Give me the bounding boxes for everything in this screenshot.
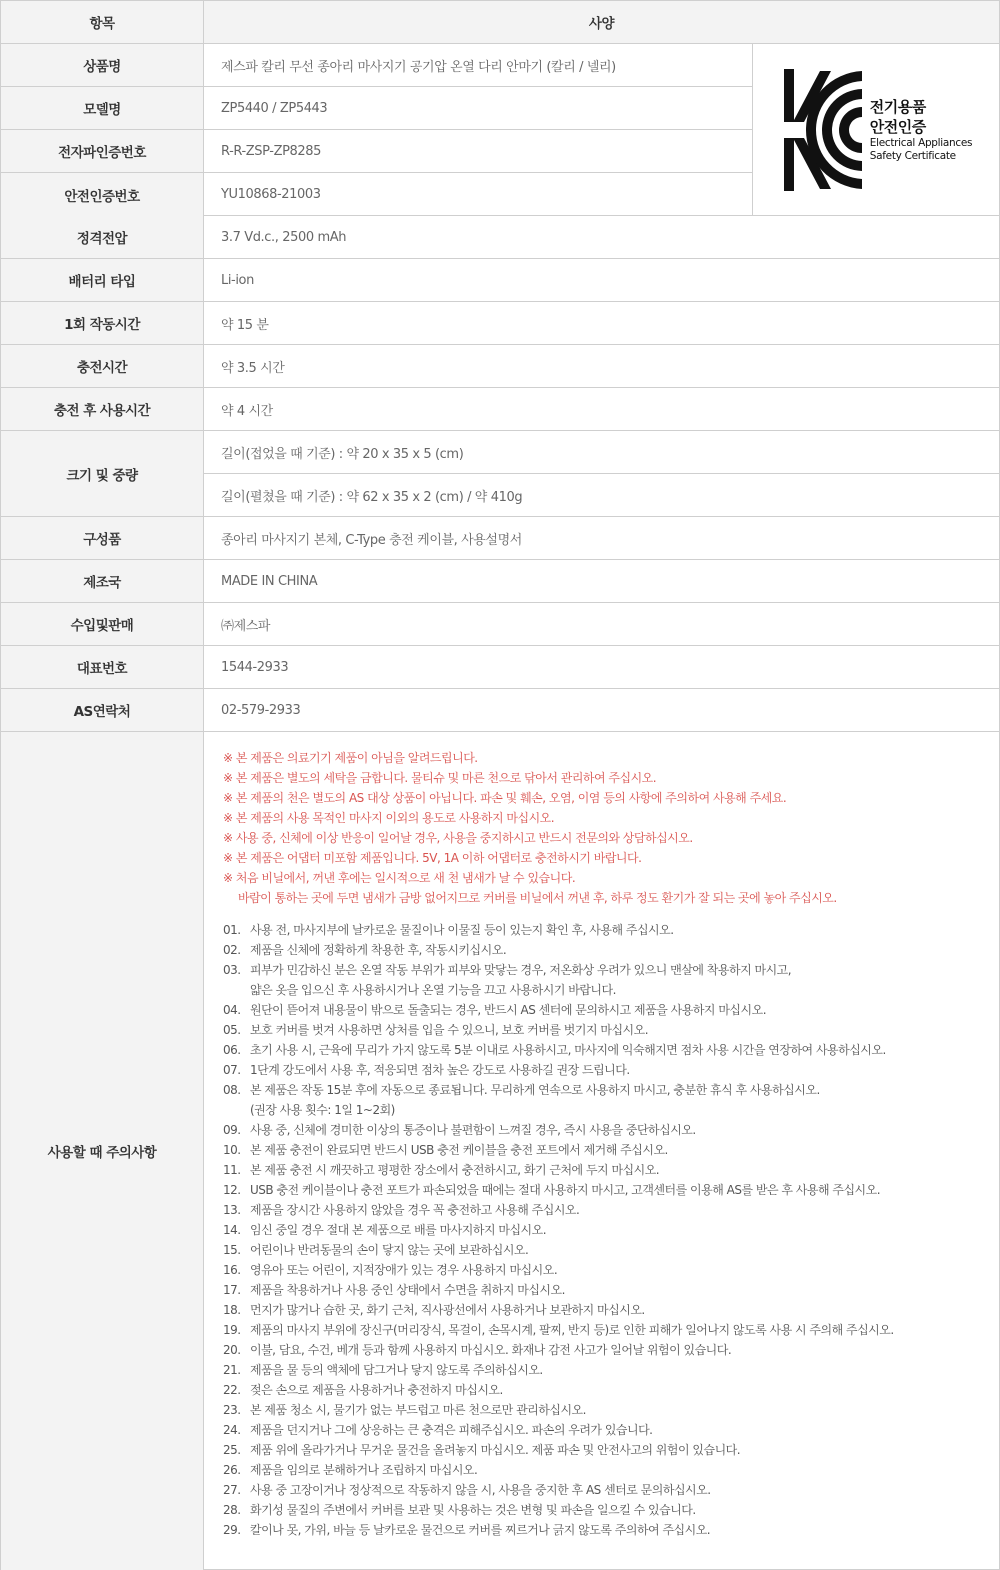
- note-item: [223, 1020, 999, 1040]
- note-text: 칼이나 못, 가위, 바늘 등 날카로운 물건으로 커버를 찌르거나 긁지 않도록 주의하여 주십시오.: [250, 1523, 711, 1537]
- note-number: 25.: [223, 1443, 241, 1457]
- kc-en-1: Electrical Appliances: [869, 136, 973, 149]
- note-item: [223, 1240, 999, 1260]
- table-row: [1, 302, 1000, 345]
- note-text: USB 충전 케이블이나 충전 포트가 파손되었을 때에는 절대 사용하지 마시고, 고객센터를 이용해 AS를 받은 후 사용해 주십시오.: [250, 1183, 881, 1197]
- notes-list: [223, 920, 999, 1540]
- note-text: 제품을 신체에 정확하게 착용한 후, 작동시키십시오.: [250, 943, 507, 957]
- note-item: [223, 1320, 999, 1340]
- note-text: 제품을 착용하거나 사용 중인 상태에서 수면을 취하지 마십시오.: [250, 1283, 565, 1297]
- row-value: R-R-ZSP-ZP8285: [204, 130, 753, 172]
- note-number: 11.: [223, 1163, 241, 1177]
- note-item: [223, 1380, 999, 1400]
- table-row: [1, 87, 753, 130]
- warning-item: ※ 본 제품은 별도의 세탁을 금합니다. 물티슈 및 마른 천으로 닦아서 관리하여 주십시오.: [223, 771, 657, 785]
- note-item: [223, 1040, 999, 1060]
- row-value: ㈜제스파: [204, 603, 1000, 645]
- row-label: 크기 및 중량: [1, 431, 204, 516]
- note-number: 02.: [223, 943, 241, 957]
- header-spec: 사양: [204, 1, 1000, 43]
- note-item: [223, 1000, 999, 1020]
- note-number: 09.: [223, 1123, 241, 1137]
- caution-body: [204, 732, 1000, 1569]
- kc-title-1: 전기용품: [869, 97, 926, 116]
- note-number: 13.: [223, 1203, 241, 1217]
- note-text: 1단계 강도에서 사용 후, 적응되면 점차 높은 강도로 사용하길 권장 드립니다.: [250, 1063, 630, 1077]
- row-label: 수입및판매: [1, 603, 204, 645]
- warning-item: ※ 본 제품은 어댑터 미포함 제품입니다. 5V, 1A 이하 어댑터로 충전하시기 바랍니다.: [223, 851, 642, 865]
- note-number: 17.: [223, 1283, 241, 1297]
- row-label: 제조국: [1, 560, 204, 602]
- kc-mark-cell: [753, 44, 1000, 215]
- note-number: 24.: [223, 1423, 241, 1437]
- note-text: 젖은 손으로 제품을 사용하거나 충전하지 마십시오.: [250, 1383, 503, 1397]
- kc-text: [870, 97, 972, 163]
- note-text: 제품을 던지거나 그에 상응하는 큰 충격은 피해주십시오. 파손의 우려가 있습니다.: [250, 1423, 653, 1437]
- size-folded: 길이(접었을 때 기준) : 약 20 x 35 x 5 (cm): [204, 431, 999, 474]
- note-item: [223, 1200, 999, 1220]
- table-row: [1, 560, 1000, 603]
- note-item: [223, 1140, 999, 1160]
- note-text: 영유아 또는 어린이, 지적장애가 있는 경우 사용하지 마십시오.: [250, 1263, 558, 1277]
- row-value: 약 15 분: [204, 302, 1000, 344]
- table-row: [1, 345, 1000, 388]
- table-row: [1, 603, 1000, 646]
- note-item: [223, 1080, 999, 1100]
- warning-item: ※ 처음 비닐에서, 꺼낸 후에는 일시적으로 새 천 냄새가 날 수 있습니다.: [223, 871, 576, 885]
- note-number: 04.: [223, 1003, 241, 1017]
- note-text: 본 제품 충전 시 깨끗하고 평평한 장소에서 충전하시고, 화기 근처에 두지 마십시오.: [250, 1163, 660, 1177]
- kc-block: [1, 44, 1000, 216]
- note-item: [223, 1340, 999, 1360]
- size-values: [204, 431, 1000, 516]
- note-text-cont: 얇은 옷을 입으신 후 사용하시거나 온열 기능을 끄고 사용하시기 바랍니다.: [250, 983, 616, 997]
- note-number: 19.: [223, 1323, 241, 1337]
- table-row: [1, 646, 1000, 689]
- table-row: [1, 388, 1000, 431]
- note-number: 23.: [223, 1403, 241, 1417]
- row-value: 1544-2933: [204, 646, 1000, 688]
- row-label: 구성품: [1, 517, 204, 559]
- warning-item: ※ 사용 중, 신체에 이상 반응이 일어날 경우, 사용을 중지하시고 반드시 전문의와 상담하십시오.: [223, 831, 693, 845]
- warning-item: ※ 본 제품의 사용 목적인 마사지 이외의 용도로 사용하지 마십시오.: [223, 811, 555, 825]
- row-value: Li-ion: [204, 259, 1000, 301]
- note-text: 사용 전, 마사지부에 날카로운 물질이나 이물질 등이 있는지 확인 후, 사용해 주십시오.: [250, 923, 674, 937]
- kc-mark: [780, 69, 972, 191]
- row-value: 약 3.5 시간: [204, 345, 1000, 387]
- note-text: 먼지가 많거나 습한 곳, 화기 근처, 직사광선에서 사용하거나 보관하지 마십시오.: [250, 1303, 645, 1317]
- note-number: 29.: [223, 1523, 241, 1537]
- note-number: 03.: [223, 963, 241, 977]
- table-row: [1, 130, 753, 173]
- note-number: 08.: [223, 1083, 241, 1097]
- warning-item-cont: 바람이 통하는 곳에 두면 냄새가 금방 없어지므로 커버를 비닐에서 꺼낸 후, 하루 정도 환기가 잘 되는 곳에 놓아 주십시오.: [238, 891, 837, 905]
- row-label: 정격전압: [1, 216, 204, 258]
- note-item: [223, 1420, 999, 1440]
- table-row: [1, 689, 1000, 732]
- warnings-list: [223, 748, 999, 908]
- note-number: 20.: [223, 1343, 241, 1357]
- row-value: 3.7 Vd.c., 2500 mAh: [204, 216, 1000, 258]
- note-item: [223, 1520, 999, 1540]
- header-item: 항목: [1, 1, 204, 43]
- note-number: 10.: [223, 1143, 241, 1157]
- row-label: 사용할 때 주의사항: [1, 732, 204, 1570]
- row-value: MADE IN CHINA: [204, 560, 1000, 602]
- note-text: 원단이 뜯어져 내용물이 밖으로 돌출되는 경우, 반드시 AS 센터에 문의하시고 제품을 사용하지 마십시오.: [250, 1003, 767, 1017]
- size-row: [1, 431, 1000, 517]
- row-label: AS연락처: [1, 689, 204, 731]
- table-row: [1, 173, 753, 216]
- row-value: 02-579-2933: [204, 689, 1000, 731]
- note-number: 05.: [223, 1023, 241, 1037]
- note-text: 제품을 물 등의 액체에 담그거나 닿지 않도록 주의하십시오.: [250, 1363, 543, 1377]
- note-number: 07.: [223, 1063, 241, 1077]
- table-row: [1, 44, 753, 87]
- row-label: 모델명: [1, 87, 204, 129]
- note-number: 01.: [223, 923, 241, 937]
- note-text-cont: (권장 사용 횟수: 1일 1~2회): [250, 1103, 395, 1117]
- warning-item: ※ 본 제품은 의료기기 제품이 아님을 알려드립니다.: [223, 751, 478, 765]
- note-text: 본 제품 충전이 완료되면 반드시 USB 충전 케이블을 충전 포트에서 제거해 주십시오.: [250, 1143, 668, 1157]
- row-label: 안전인증번호: [1, 173, 204, 216]
- note-item: [223, 1360, 999, 1380]
- row-value: 약 4 시간: [204, 388, 1000, 430]
- note-number: 21.: [223, 1363, 241, 1377]
- note-text: 초기 사용 시, 근육에 무리가 가지 않도록 5분 이내로 사용하시고, 마사지에 익숙해지면 점차 사용 시간을 연장하여 사용하십시오.: [250, 1043, 886, 1057]
- note-item: [223, 1400, 999, 1420]
- caution-row: [1, 732, 1000, 1570]
- row-value: 종아리 마사지기 본체, C-Type 충전 케이블, 사용설명서: [204, 517, 1000, 559]
- row-label: 전자파인증번호: [1, 130, 204, 172]
- note-number: 27.: [223, 1483, 241, 1497]
- table-row: [1, 517, 1000, 560]
- note-item: [223, 1260, 999, 1280]
- row-value: ZP5440 / ZP5443: [204, 87, 753, 129]
- note-text: 본 제품은 작동 15분 후에 자동으로 종료됩니다. 무리하게 연속으로 사용하지 마시고, 충분한 휴식 후 사용하십시오.: [250, 1083, 820, 1097]
- note-item: [223, 1160, 999, 1180]
- note-item: [223, 1460, 999, 1480]
- note-number: 06.: [223, 1043, 241, 1057]
- note-item: [223, 1480, 999, 1500]
- row-label: 1회 작동시간: [1, 302, 204, 344]
- note-text: 제품의 마사지 부위에 장신구(머리장식, 목걸이, 손목시계, 팔찌, 반지 등)로 인한 피해가 일어나지 않도록 사용 시 주의해 주십시오.: [250, 1323, 894, 1337]
- row-value: 제스파 칼리 무선 종아리 마사지기 공기압 온열 다리 안마기 (칼리 / 넬리): [204, 44, 753, 86]
- note-text: 사용 중 고장이거나 정상적으로 작동하지 않을 시, 사용을 중지한 후 AS 센터로 문의하십시오.: [250, 1483, 711, 1497]
- note-number: 12.: [223, 1183, 241, 1197]
- note-text: 제품을 장시간 사용하지 않았을 경우 꼭 충전하고 사용해 주십시오.: [250, 1203, 580, 1217]
- note-text: 제품 위에 올라가거나 무거운 물건을 올려놓지 마십시오. 제품 파손 및 안전사고의 위험이 있습니다.: [250, 1443, 741, 1457]
- note-item: [223, 1180, 999, 1200]
- row-label: 충전 후 사용시간: [1, 388, 204, 430]
- table-row: [1, 216, 1000, 259]
- note-item: [223, 940, 999, 960]
- note-text: 임신 중일 경우 절대 본 제품으로 배를 마사지하지 마십시오.: [250, 1223, 547, 1237]
- note-number: 28.: [223, 1503, 241, 1517]
- kc-title-2: 안전인증: [869, 117, 926, 136]
- note-number: 14.: [223, 1223, 241, 1237]
- row-label: 상품명: [1, 44, 204, 86]
- note-text: 피부가 민감하신 분은 온열 작동 부위가 피부와 맞닿는 경우, 저온화상 우려가 있으니 맨살에 착용하지 마시고,: [250, 963, 792, 977]
- note-number: 15.: [223, 1243, 241, 1257]
- note-item: [223, 960, 999, 980]
- note-text: 사용 중, 신체에 경미한 이상의 통증이나 불편함이 느껴질 경우, 즉시 사용을 중단하십시오.: [250, 1123, 696, 1137]
- note-item: [223, 1300, 999, 1320]
- note-number: 22.: [223, 1383, 241, 1397]
- row-value: YU10868-21003: [204, 173, 753, 216]
- table-header: [1, 1, 1000, 44]
- row-label: 배터리 타입: [1, 259, 204, 301]
- note-item: [223, 920, 999, 940]
- note-number: 18.: [223, 1303, 241, 1317]
- note-number: 26.: [223, 1463, 241, 1477]
- note-text: 이불, 담요, 수건, 베개 등과 함께 사용하지 마십시오. 화재나 감전 사고가 일어날 위험이 있습니다.: [250, 1343, 732, 1357]
- note-item: [223, 1060, 999, 1080]
- note-item: [223, 1500, 999, 1520]
- table-row: [1, 259, 1000, 302]
- row-label: 충전시간: [1, 345, 204, 387]
- note-item: [223, 1220, 999, 1240]
- note-item: [223, 1120, 999, 1140]
- note-text: 본 제품 청소 시, 물기가 없는 부드럽고 마른 천으로만 관리하십시오.: [250, 1403, 586, 1417]
- row-label: 대표번호: [1, 646, 204, 688]
- kc-en-2: Safety Certificate: [869, 149, 956, 162]
- kc-logo-icon: [780, 69, 862, 191]
- note-text: 보호 커버를 벗겨 사용하면 상처를 입을 수 있으니, 보호 커버를 벗기지 마십시오.: [250, 1023, 649, 1037]
- size-unfolded: 길이(펼쳤을 때 기준) : 약 62 x 35 x 2 (cm) / 약 410g: [221, 490, 523, 505]
- note-text: 화기성 물질의 주변에서 커버를 보관 및 사용하는 것은 변형 및 파손을 일으킬 수 있습니다.: [250, 1503, 696, 1517]
- note-item: [223, 1280, 999, 1300]
- note-text: 어린이나 반려동물의 손이 닿지 않는 곳에 보관하십시오.: [250, 1243, 529, 1257]
- note-item: [223, 1440, 999, 1460]
- kc-rows: [1, 44, 753, 215]
- warning-item: ※ 본 제품의 천은 별도의 AS 대상 상품이 아닙니다. 파손 및 훼손, 오염, 이염 등의 사항에 주의하여 사용해 주세요.: [223, 791, 787, 805]
- note-text: 제품을 임의로 분해하거나 조립하지 마십시오.: [250, 1463, 478, 1477]
- note-number: 16.: [223, 1263, 241, 1277]
